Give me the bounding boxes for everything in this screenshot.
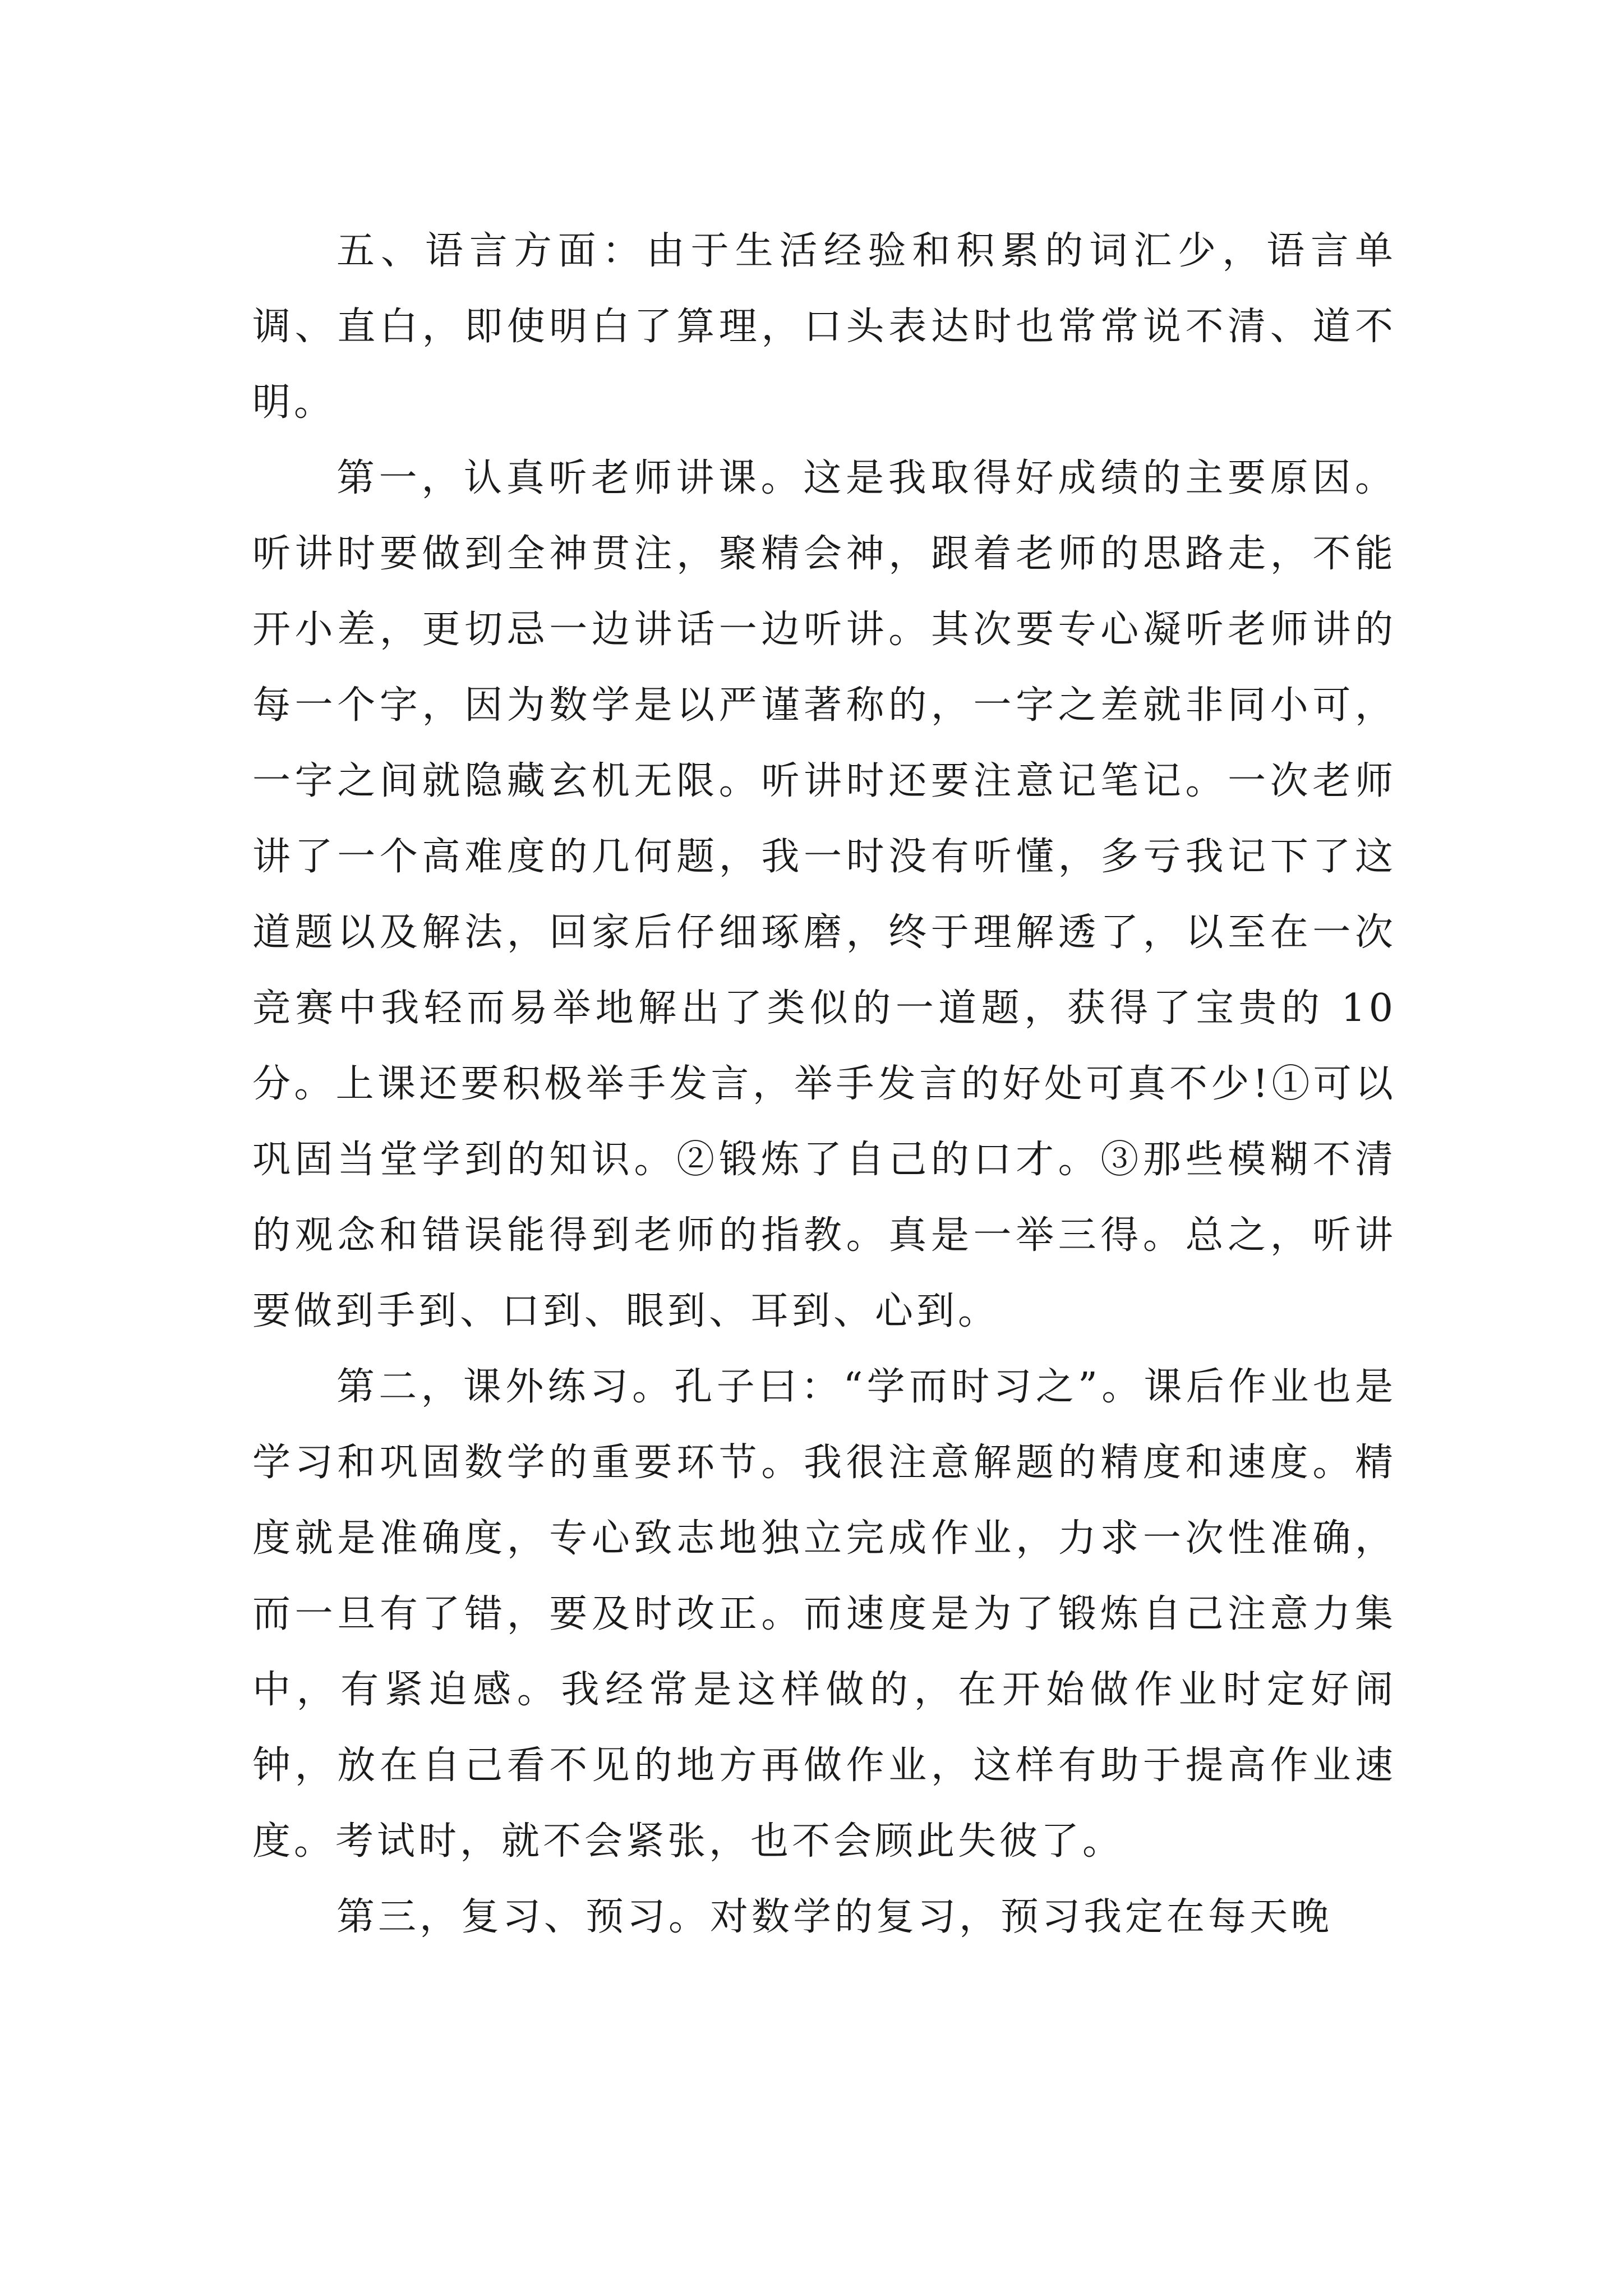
document-body	[252, 213, 1396, 1955]
paragraph-third-review-preview: 第三，复习、预习。对数学的复习，预习我定在每天晚	[336, 1895, 1333, 1939]
paragraph-second-extra-practice: 第二，课外练习。孔子曰：“学而时习之”。课后作业也是学习和巩固数学的重要环节。我很注意解题的精度和速度。精度就是准确度，专心致志地独立完成作业，力求一次性准确，而一旦有了错，要及时改正。而速度是为了锻炼自己注意力集中，有紧迫感。我经常是这样做的，在开始做作业时定好闹钟，放在自己看不见的地方再做作业，这样有助于提高作业速度。考试时，就不会紧张，也不会顾此失彼了。	[252, 1365, 1396, 1864]
paragraph-first-listen-in-class: 第一，认真听老师讲课。这是我取得好成绩的主要原因。听讲时要做到全神贯注，聚精会神，跟着老师的思路走，不能开小差，更切忌一边讲话一边听讲。其次要专心凝听老师讲的每一个字，因为数学是以严谨著称的，一字之差就非同小可，一字之间就隐藏玄机无限。听讲时还要注意记笔记。一次老师讲了一个高难度的几何题，我一时没有听懂，多亏我记下了这道题以及解法，回家后仔细琢磨，终于理解透了，以至在一次竞赛中我轻而易举地解出了类似的一道题，获得了宝贵的 10 分。上课还要积极举手发言，举手发言的好处可真不少!①可以巩固当堂学到的知识。②锻炼了自己的口才。③那些模糊不清的观念和错误能得到老师的指教。真是一举三得。总之，听讲要做到手到、口到、眼到、耳到、心到。	[252, 456, 1396, 1333]
paragraph-language-aspect: 五、语言方面：由于生活经验和积累的词汇少，语言单调、直白，即使明白了算理，口头表达时也常常说不清、道不明。	[252, 229, 1396, 425]
